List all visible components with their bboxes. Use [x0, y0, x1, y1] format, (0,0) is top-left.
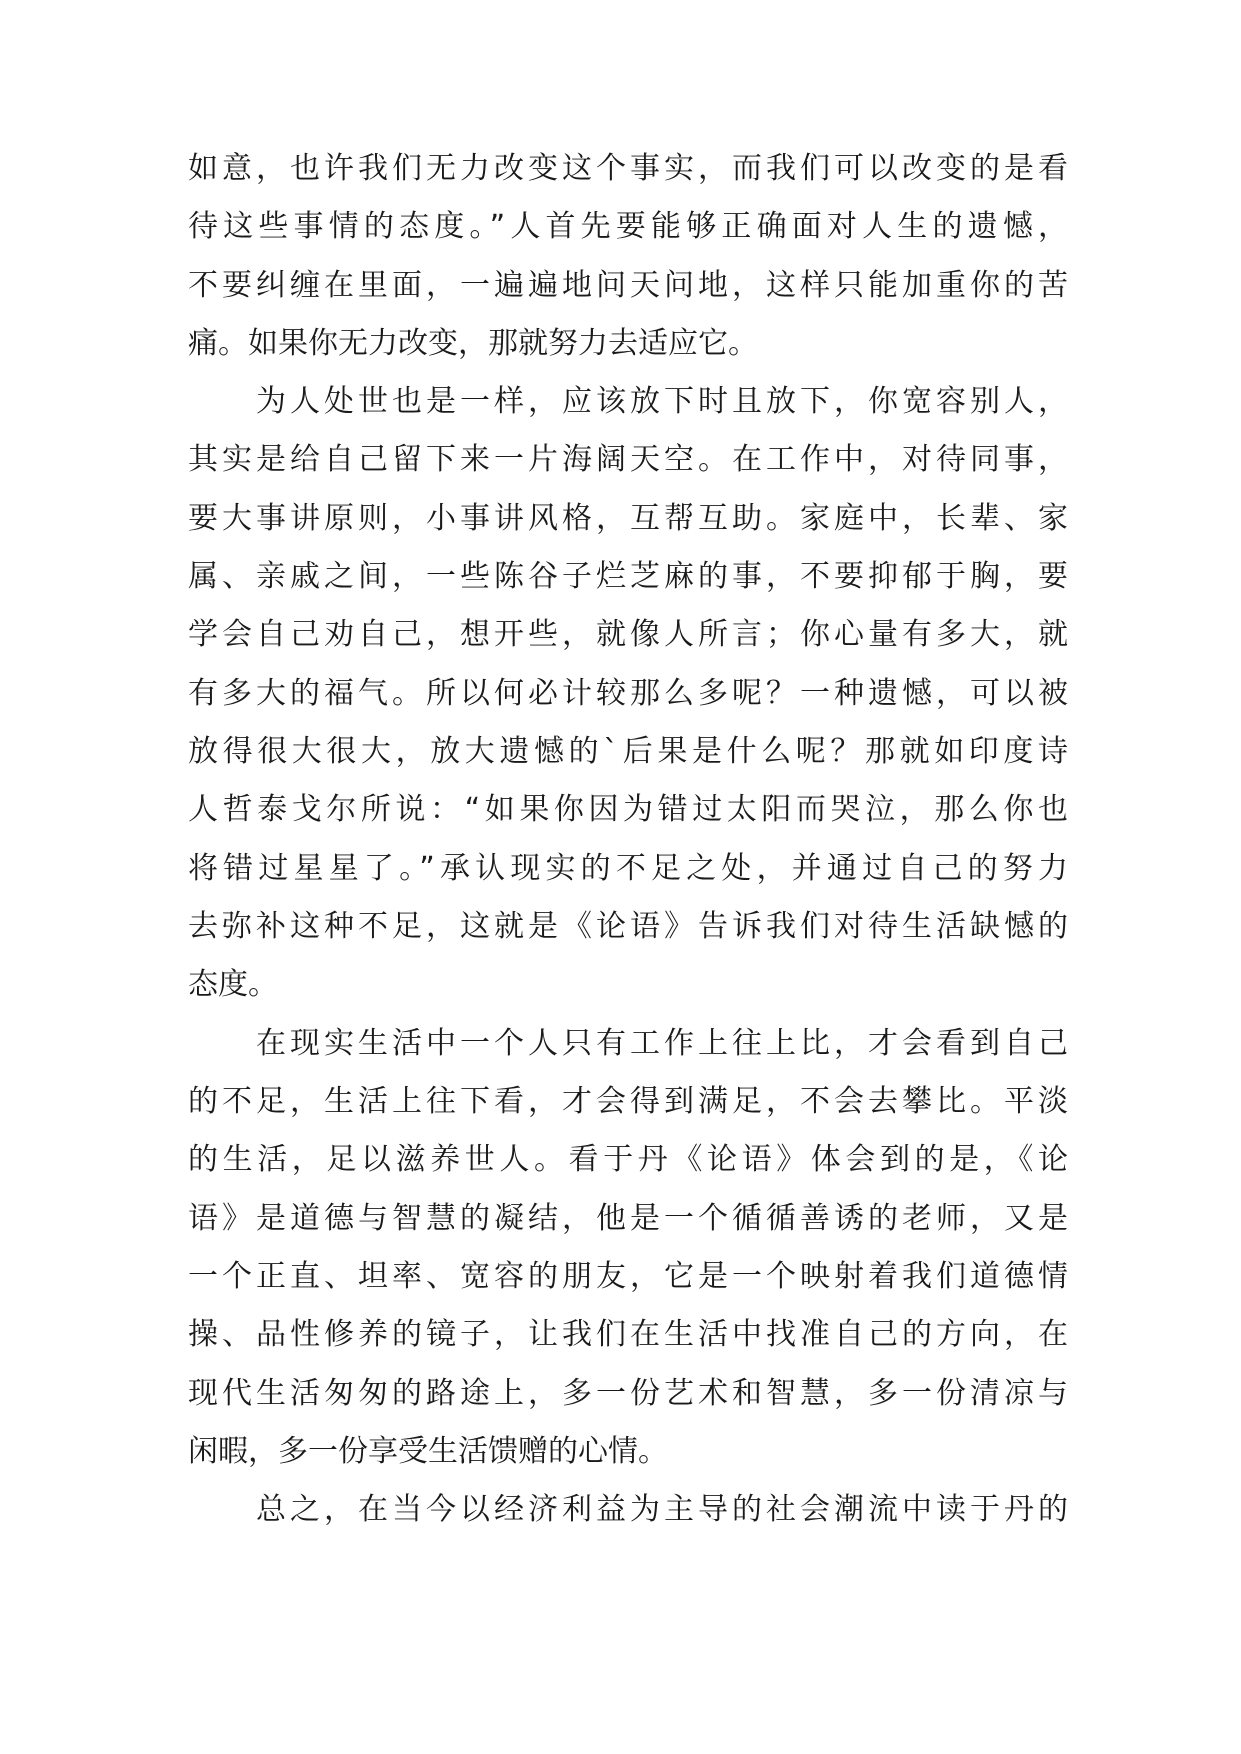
text-line: 痛。如果你无力改变，那就努力去适应它。 — [188, 326, 758, 361]
text-line: 将错过星星了。”承认现实的不足之处，并通过自己的努力 — [188, 851, 1068, 886]
text-line: 人哲泰戈尔所说：“如果你因为错过太阳而哭泣，那么你也 — [188, 792, 1068, 827]
text-line: 的不足，生活上往下看，才会得到满足，不会去攀比。平淡 — [188, 1084, 1068, 1119]
text-line: 学会自己劝自己，想开些，就像人所言；你心量有多大，就 — [188, 617, 1068, 652]
paragraph-start-line: 总之，在当今以经济利益为主导的社会潮流中读于丹的 — [256, 1492, 1068, 1527]
text-line: 要大事讲原则，小事讲风格，互帮互助。家庭中，长辈、家 — [188, 501, 1068, 536]
text-line: 待这些事情的态度。”人首先要能够正确面对人生的遗憾， — [188, 209, 1068, 244]
text-line: 不要纠缠在里面，一遍遍地问天问地，这样只能加重你的苦 — [188, 268, 1068, 303]
text-line: 的生活，足以滋养世人。看于丹《论语》体会到的是，《论 — [188, 1142, 1068, 1177]
text-line: 闲暇，多一份享受生活馈赠的心情。 — [188, 1434, 668, 1469]
text-line: 态度。 — [188, 967, 278, 1002]
paragraph-start-line: 为人处世也是一样，应该放下时且放下，你宽容别人， — [256, 384, 1068, 419]
text-line: 其实是给自己留下来一片海阔天空。在工作中，对待同事， — [188, 442, 1068, 477]
text-line: 有多大的福气。所以何必计较那么多呢？一种遗憾，可以被 — [188, 676, 1068, 711]
text-line: 放得很大很大，放大遗憾的`后果是什么呢？那就如印度诗 — [188, 734, 1068, 769]
text-line: 操、品性修养的镜子，让我们在生活中找准自己的方向，在 — [188, 1317, 1068, 1352]
text-line: 如意，也许我们无力改变这个事实，而我们可以改变的是看 — [188, 151, 1068, 186]
text-line: 现代生活匆匆的路途上，多一份艺术和智慧，多一份清凉与 — [188, 1376, 1068, 1411]
paragraph-start-line: 在现实生活中一个人只有工作上往上比，才会看到自己 — [256, 1026, 1068, 1061]
text-line: 去弥补这种不足，这就是《论语》告诉我们对待生活缺憾的 — [188, 909, 1068, 944]
text-line: 语》是道德与智慧的凝结，他是一个循循善诱的老师，又是 — [188, 1201, 1068, 1236]
text-line: 一个正直、坦率、宽容的朋友，它是一个映射着我们道德情 — [188, 1259, 1068, 1294]
text-line: 属、亲戚之间，一些陈谷子烂芝麻的事，不要抑郁于胸，要 — [188, 559, 1068, 594]
